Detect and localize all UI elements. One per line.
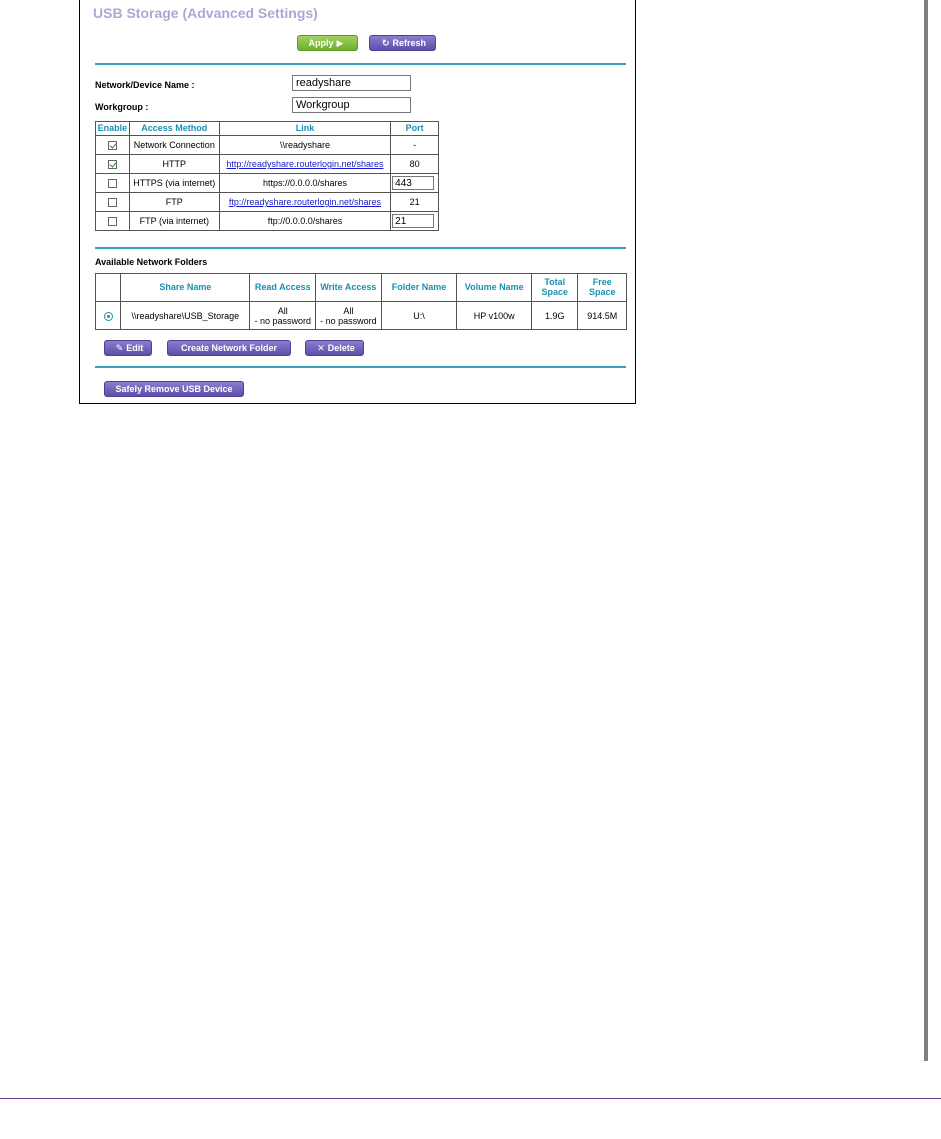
share-link[interactable]: http://readyshare.routerlogin.net/shares (226, 159, 384, 169)
edit-button[interactable] (104, 340, 152, 356)
refresh-label: Refresh (392, 38, 427, 48)
refresh-icon: ↻ (381, 37, 390, 48)
port-cell: 21 (391, 193, 439, 212)
port-cell: - (391, 136, 439, 155)
table-row (96, 193, 439, 212)
enable-checkbox[interactable] (108, 198, 117, 207)
share-path: ftp://0.0.0.0/shares (267, 216, 343, 226)
access-method-cell: FTP (via internet) (129, 212, 219, 231)
access-method-cell: HTTPS (via internet) (129, 174, 219, 193)
play-arrow-icon: ▶ (336, 37, 344, 48)
link-cell (219, 212, 390, 231)
close-icon: ✕ (317, 342, 325, 353)
delete-button[interactable] (305, 340, 364, 356)
create-network-folder-button[interactable] (167, 340, 291, 356)
safely-remove-usb-button[interactable] (104, 381, 244, 397)
section-divider (95, 63, 626, 65)
remove-label: Safely Remove USB Device (115, 384, 233, 394)
share-link[interactable]: ftp://readyshare.routerlogin.net/shares (228, 197, 382, 207)
table-row (96, 174, 439, 193)
pencil-icon: ✎ (115, 342, 124, 353)
header-select (96, 274, 121, 302)
folder-select-cell[interactable] (96, 302, 121, 330)
read-access-line1: All (277, 305, 288, 316)
enable-cell[interactable] (96, 136, 130, 155)
enable-cell[interactable] (96, 193, 130, 212)
share-path: https://0.0.0.0/shares (262, 178, 347, 188)
write-access-line1: All (343, 305, 354, 316)
total-space-cell: 1.9G (532, 302, 578, 330)
header-volume-name: Volume Name (457, 274, 532, 302)
free-space-cell: 914.5M (578, 302, 627, 330)
enable-checkbox[interactable] (108, 217, 117, 226)
header-share-name: Share Name (121, 274, 250, 302)
page-bottom-rule (0, 1098, 941, 1099)
port-input[interactable] (392, 214, 434, 228)
enable-cell[interactable] (96, 174, 130, 193)
read-access-line2: - no password (254, 315, 311, 326)
page-side-bar (924, 0, 928, 1061)
link-cell[interactable] (219, 155, 390, 174)
header-access-method: Access Method (129, 122, 219, 136)
apply-button[interactable] (297, 35, 358, 51)
network-folders-table (95, 273, 627, 330)
table-row (96, 212, 439, 231)
access-method-cell: FTP (129, 193, 219, 212)
port-cell: 80 (391, 155, 439, 174)
enable-checkbox[interactable] (108, 179, 117, 188)
write-access-cell (316, 302, 382, 330)
volume-name-cell: HP v100w (457, 302, 532, 330)
section-divider (95, 366, 626, 368)
header-read-access: Read Access (250, 274, 316, 302)
link-cell (219, 174, 390, 193)
table-row (96, 155, 439, 174)
device-name-input[interactable] (292, 75, 411, 91)
header-write-access: Write Access (316, 274, 382, 302)
usb-storage-panel (79, 0, 636, 404)
share-path: \\readyshare (279, 140, 330, 150)
folders-section-label: Available Network Folders (95, 257, 208, 267)
table-row[interactable] (96, 302, 627, 330)
refresh-button[interactable] (369, 35, 436, 51)
access-method-cell: Network Connection (129, 136, 219, 155)
link-cell[interactable] (219, 193, 390, 212)
enable-cell[interactable] (96, 155, 130, 174)
share-name-cell: \\readyshare\USB_Storage (121, 302, 250, 330)
device-name-label: Network/Device Name : (95, 80, 195, 90)
port-cell[interactable] (391, 212, 439, 231)
enable-cell[interactable] (96, 212, 130, 231)
workgroup-input[interactable] (292, 97, 411, 113)
create-label: Create Network Folder (180, 343, 278, 353)
table-row (96, 136, 439, 155)
apply-label: Apply (308, 38, 334, 48)
write-access-line2: - no password (320, 315, 377, 326)
access-method-table (95, 121, 439, 231)
section-divider (95, 247, 626, 249)
header-enable: Enable (96, 122, 130, 136)
access-method-cell: HTTP (129, 155, 219, 174)
folder-name-cell: U:\ (381, 302, 457, 330)
delete-label: Delete (327, 343, 355, 353)
link-cell (219, 136, 390, 155)
port-cell[interactable] (391, 174, 439, 193)
page-title: USB Storage (Advanced Settings) (93, 5, 318, 21)
port-input[interactable] (392, 176, 434, 190)
header-link: Link (219, 122, 390, 136)
folder-radio[interactable] (104, 312, 113, 321)
read-access-cell (250, 302, 316, 330)
header-free-space: Free Space (578, 274, 627, 302)
workgroup-label: Workgroup : (95, 102, 149, 112)
header-total-space: Total Space (532, 274, 578, 302)
enable-checkbox[interactable] (108, 141, 117, 150)
enable-checkbox[interactable] (108, 160, 117, 169)
edit-label: Edit (126, 343, 144, 353)
header-folder-name: Folder Name (381, 274, 457, 302)
header-port: Port (391, 122, 439, 136)
